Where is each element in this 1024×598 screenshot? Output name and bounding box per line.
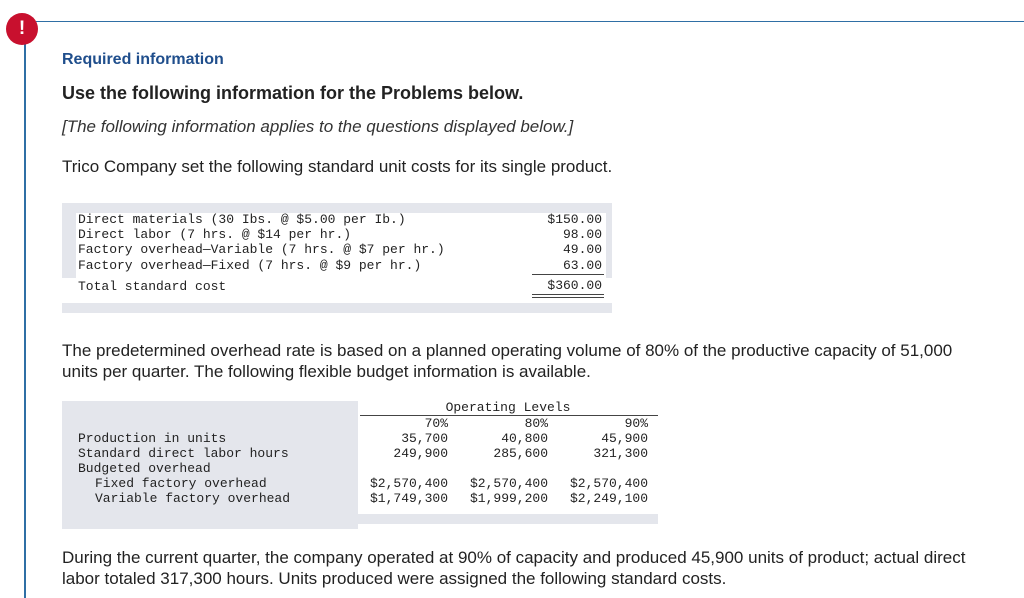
- cost-row-amount: 98.00: [562, 227, 602, 242]
- operating-levels-header: Operating Levels: [445, 400, 571, 415]
- level-70: 70%: [424, 416, 448, 431]
- top-divider: [36, 21, 1024, 22]
- flex-cell: $2,570,400: [469, 476, 548, 491]
- flex-cell: 45,900: [601, 431, 648, 446]
- required-information-heading: Required information: [62, 51, 224, 68]
- cost-row-amount: $150.00: [547, 212, 602, 227]
- flex-row-label: Budgeted overhead: [78, 461, 211, 476]
- cost-row-label: Factory overhead—Variable (7 hrs. @ $7 per hr.): [78, 242, 445, 257]
- level-90: 90%: [624, 416, 648, 431]
- table-bottom-band: [62, 303, 612, 313]
- table-left-band: [62, 213, 76, 278]
- flex-cell: 40,800: [501, 431, 548, 446]
- total-label: Total standard cost: [78, 279, 227, 294]
- total-rule-2: [532, 297, 604, 298]
- flex-cell: 35,700: [401, 431, 448, 446]
- cost-row-label: Direct materials (30 Ibs. @ $5.00 per Ib.): [78, 212, 406, 227]
- flex-cell: $2,570,400: [569, 476, 648, 491]
- flex-cell: $2,570,400: [369, 476, 448, 491]
- flex-cell: 321,300: [593, 446, 648, 461]
- overhead-rate-paragraph: The predetermined overhead rate is based on a planned operating volume of 80% of the productive capacity of 51,000 units per quarter. The following flexible budget information is available.: [62, 341, 953, 381]
- left-accent-bar: [24, 36, 26, 598]
- subtotal-rule: [532, 274, 604, 275]
- exclamation-icon: !: [6, 13, 38, 45]
- cost-row-amount: 63.00: [562, 258, 602, 273]
- cost-row-amount: 49.00: [562, 242, 602, 257]
- table-right-band: [606, 213, 612, 278]
- flex-cell: $1,749,300: [369, 491, 448, 506]
- instruction-heading: Use the following information for the Problems below.: [62, 83, 524, 103]
- level-80: 80%: [524, 416, 548, 431]
- intro-paragraph: Trico Company set the following standard unit costs for its single product.: [62, 157, 613, 176]
- flex-row-label: Production in units: [78, 431, 227, 446]
- flex-cell: 249,900: [393, 446, 448, 461]
- flex-cell: 285,600: [493, 446, 548, 461]
- flex-row-label: Variable factory overhead: [95, 491, 291, 506]
- flex-cell: $2,249,100: [569, 491, 648, 506]
- instruction-note: [The following information applies to the questions displayed below.]: [62, 117, 574, 136]
- flex-row-label: Fixed factory overhead: [95, 476, 267, 491]
- cost-row-label: Factory overhead—Fixed (7 hrs. @ $9 per hr.): [78, 258, 422, 273]
- current-quarter-paragraph: During the current quarter, the company operated at 90% of capacity and produced 45,900 units of product; actual direct labor totaled 317,300 hours. Units produced were assigned the following standard costs.: [62, 548, 966, 588]
- flex-cell: $1,999,200: [469, 491, 548, 506]
- cost-row-label: Direct labor (7 hrs. @ $14 per hr.): [78, 227, 352, 242]
- flex-bottom-band: [358, 514, 658, 524]
- total-amount: $360.00: [547, 278, 602, 293]
- total-rule-1: [532, 294, 604, 295]
- flex-row-label: Standard direct labor hours: [78, 446, 289, 461]
